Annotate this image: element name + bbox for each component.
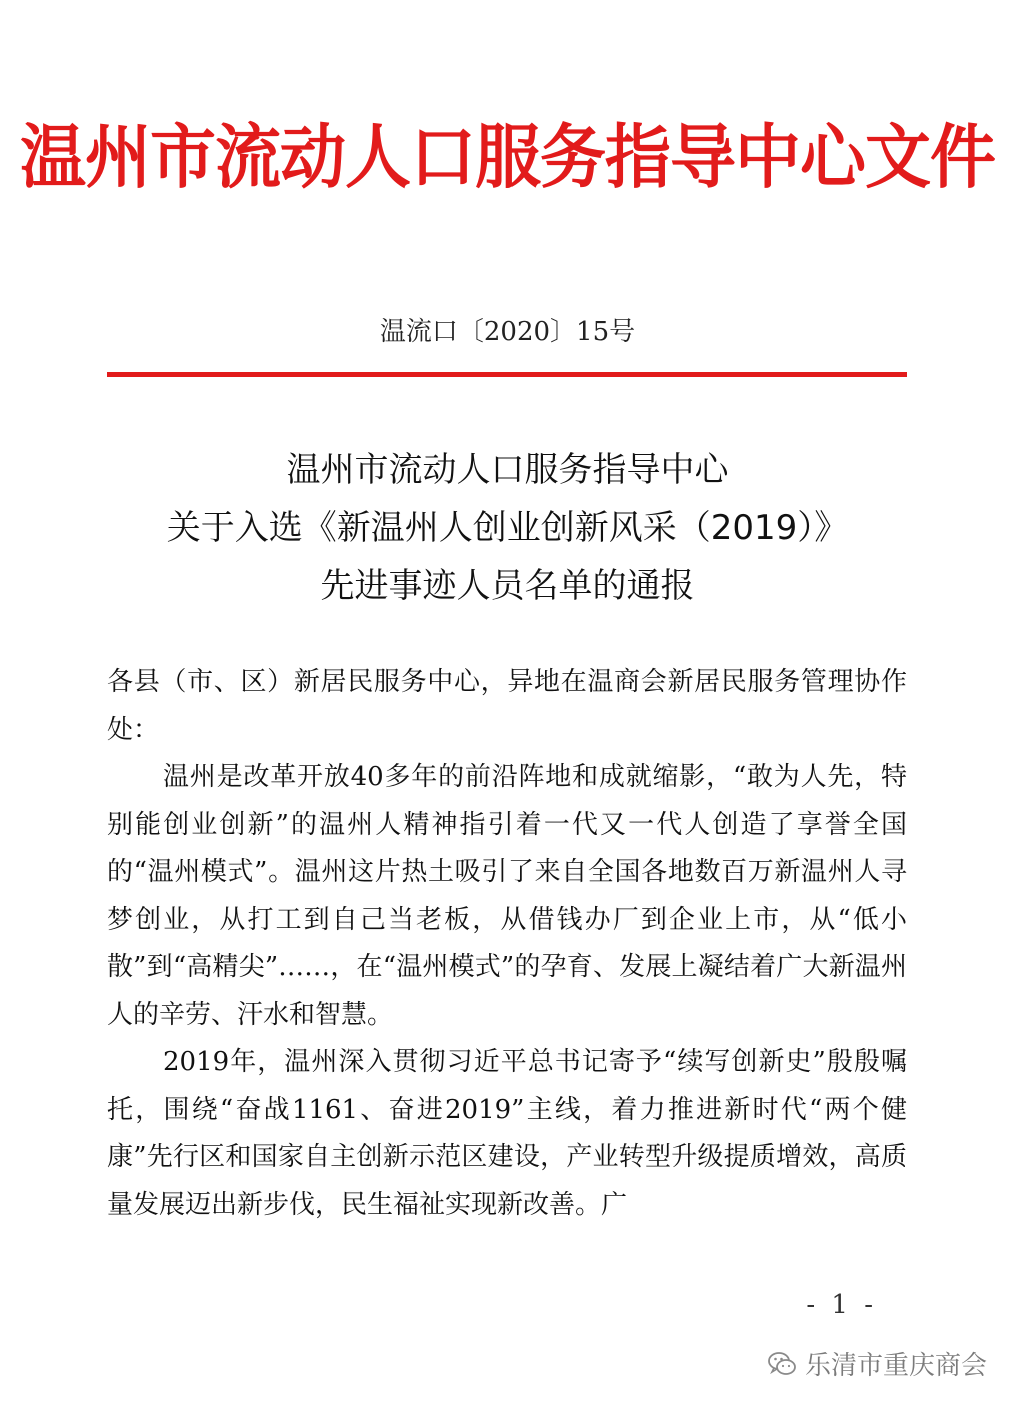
- notice-title-line-3: 先进事迹人员名单的通报: [320, 566, 695, 606]
- source-watermark: [767, 1345, 987, 1382]
- notice-title-line-2: 关于入选《新温州人创业创新风采（2019）》: [166, 508, 849, 548]
- addressee: 各县（市、区）新居民服务中心，异地在温商会新居民服务管理协作处：: [107, 667, 907, 745]
- document-body: [107, 659, 907, 1229]
- red-divider-line: [107, 372, 907, 377]
- watermark-label: 乐清市重庆商会: [804, 1351, 987, 1381]
- page-number: - 1 -: [806, 1290, 877, 1320]
- document-header-title: 温州市流动人口服务指导中心文件: [20, 117, 995, 198]
- body-paragraph-2: 2019年，温州深入贯彻习近平总书记寄予“续写创新史”殷殷嘱托，围绕“奋战1161、奋进2019”主线，着力推进新时代“两个健康”先行区和国家自主创新示范区建设，产业转型升级提质增效，高质量发展迈出新步伐，民生福祉实现新改善。广: [107, 1047, 907, 1220]
- wechat-icon: [767, 1350, 797, 1378]
- body-paragraph-1: 温州是改革开放40多年的前沿阵地和成就缩影，“敢为人先，特别能创业创新”的温州人精神指引着一代又一代人创造了享誉全国的“温州模式”。温州这片热土吸引了来自全国各地数百万新温州人寻梦创业，从打工到自己当老板，从借钱办厂到企业上市，从“低小散”到“高精尖”……，在“温州模式”的孕育、发展上凝结着广大新温州人的辛劳、汗水和智慧。: [107, 762, 907, 1030]
- notice-title-line-1: 温州市流动人口服务指导中心: [286, 450, 729, 490]
- notice-title: [0, 441, 1015, 615]
- document-number: 温流口〔2020〕15号: [379, 317, 636, 347]
